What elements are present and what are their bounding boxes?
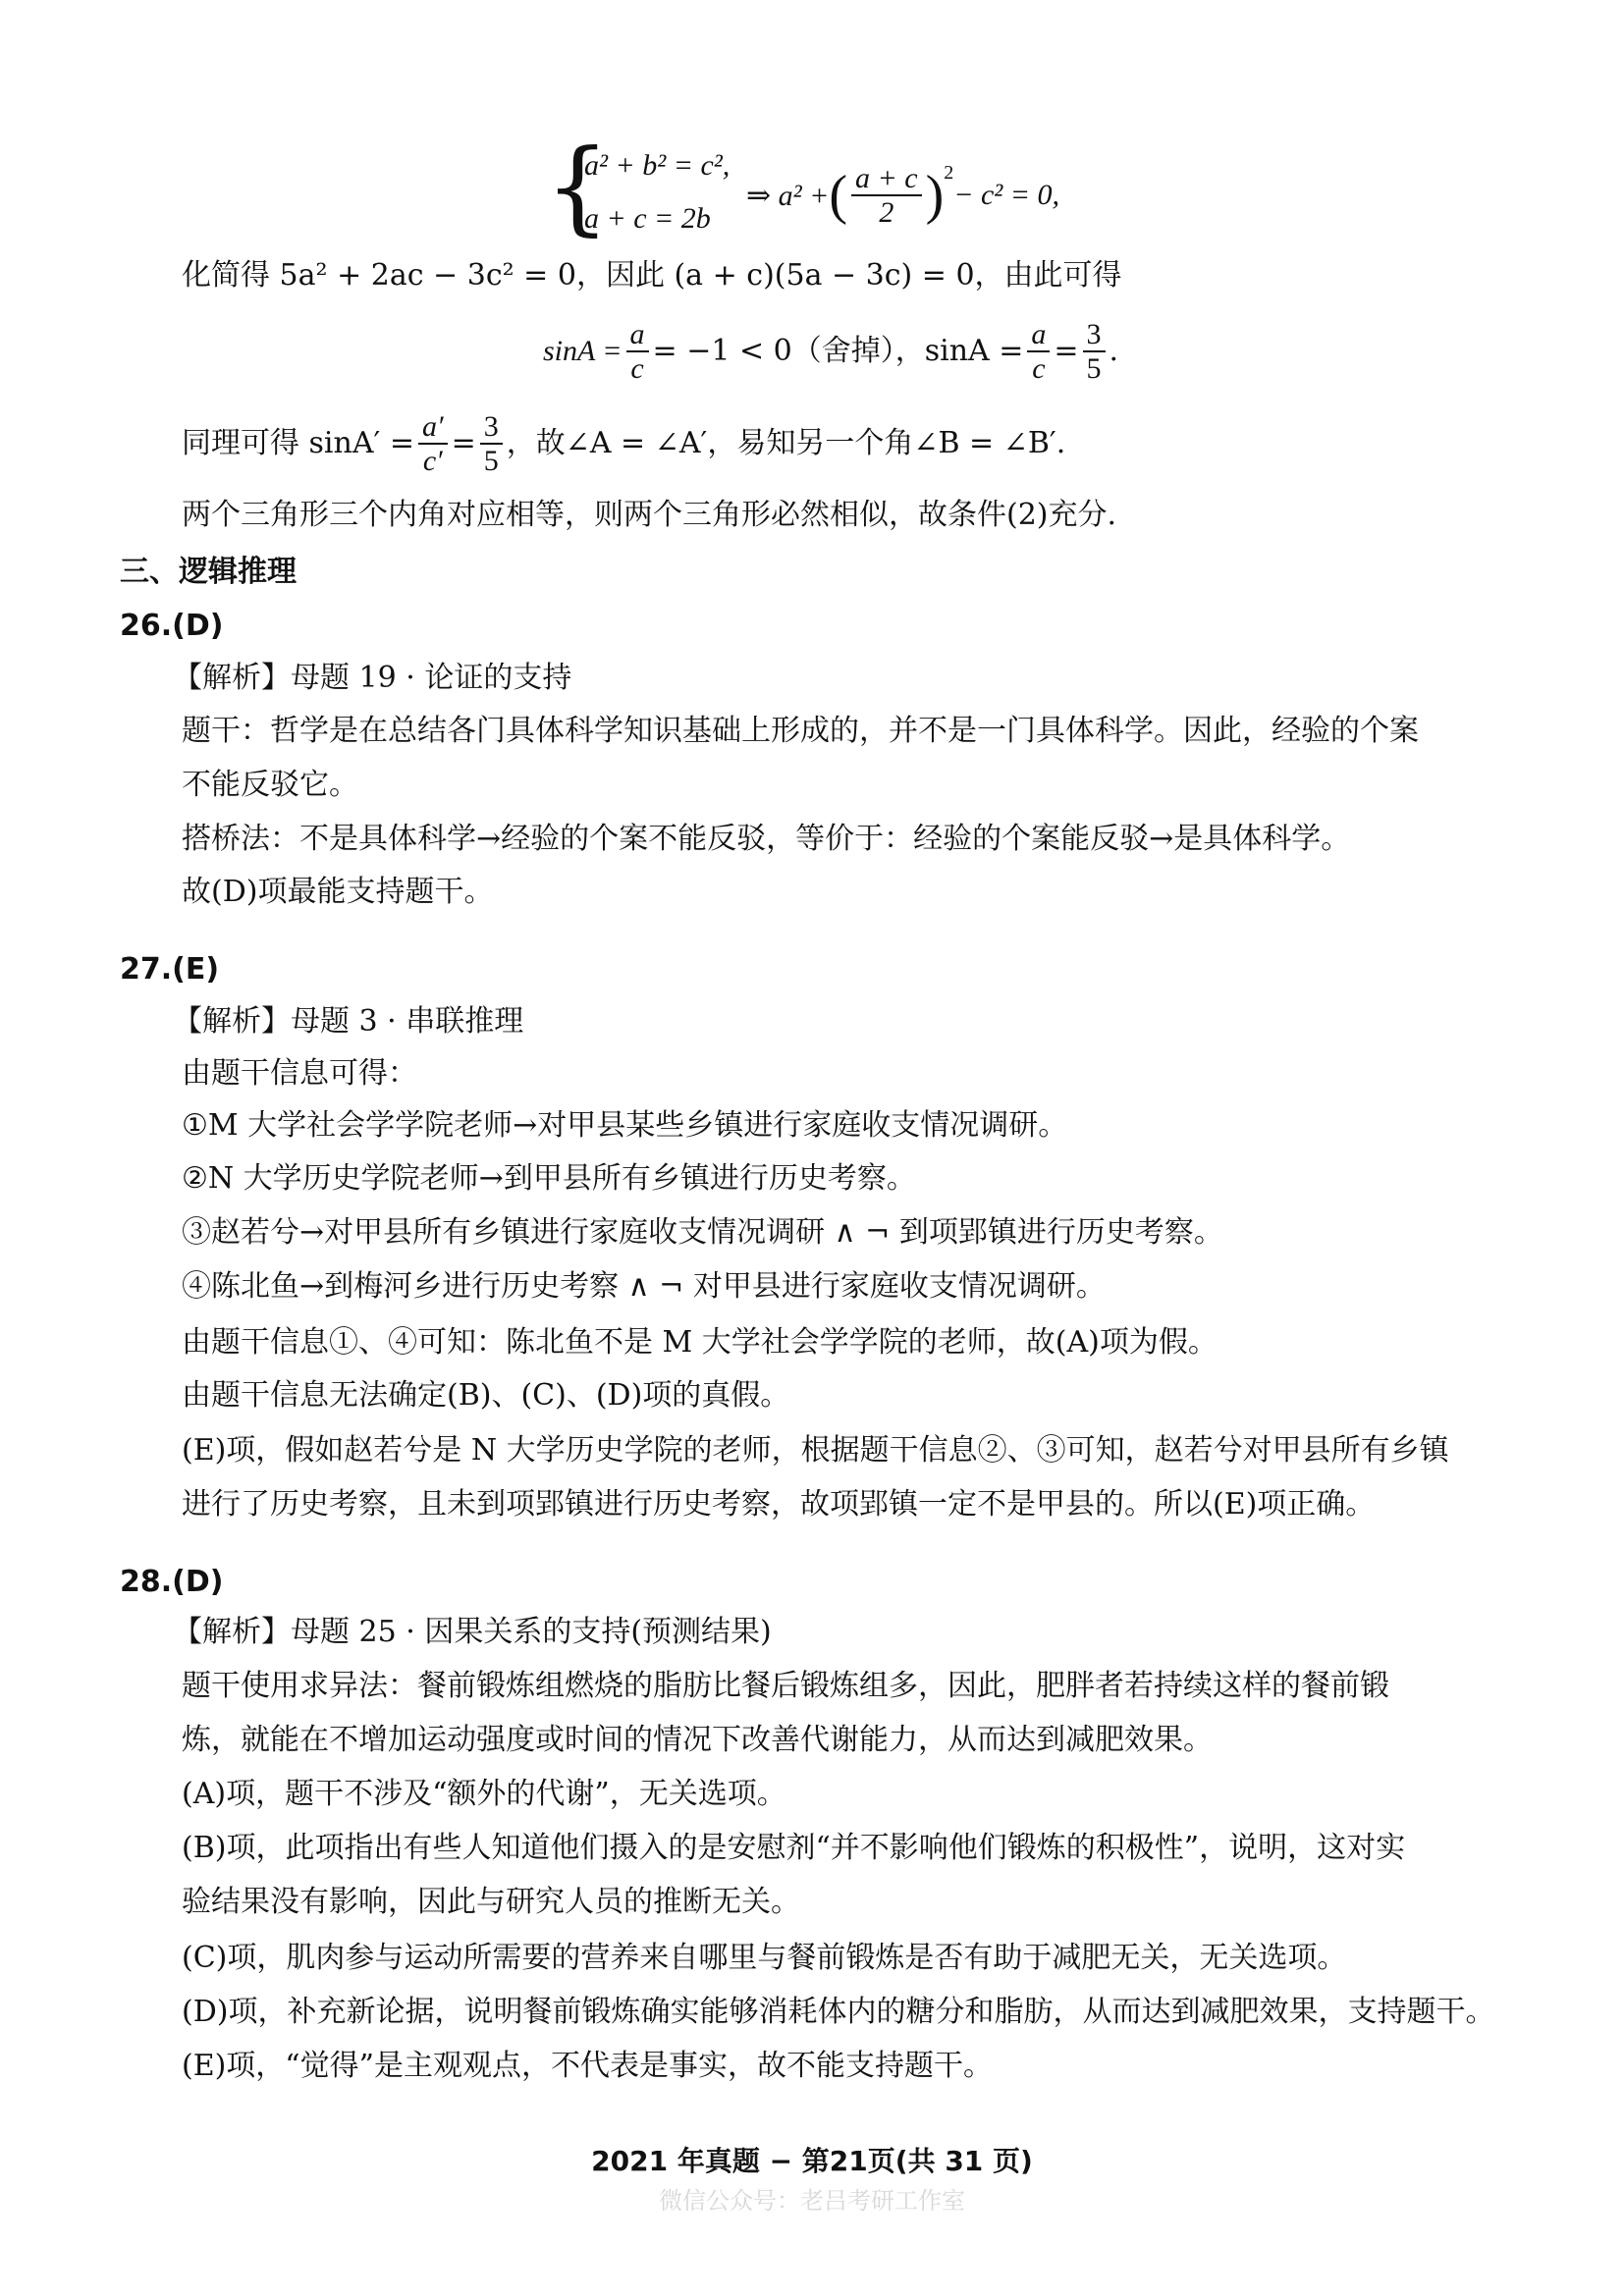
q27-line-1: 由题干信息可得： bbox=[182, 1056, 417, 1091]
q28-line-7: (D)项，补充新论据，说明餐前锻炼确实能够消耗体内的糖分和脂肪，从而达到减肥效果，支持题干。 bbox=[182, 1995, 1495, 2029]
q27-line-6: 由题干信息①、④可知：陈北鱼不是 M 大学社会学学院的老师，故(A)项为假。 bbox=[182, 1325, 1218, 1360]
similar-angle-line: 同理可得 sinA′ = $\frac{a'}{c'}$ = $\frac{3}{5}$ ，故∠A = ∠A′，易知另一个角∠B = ∠B′. bbox=[182, 410, 1066, 477]
q26-line-3: 搭桥法：不是具体科学→经验的个案不能反驳，等价于：经验的个案能反驳→是具体科学。 bbox=[182, 822, 1351, 856]
watermark: 微信公众号：老吕考研工作室 bbox=[659, 2187, 965, 2215]
left-brace: { bbox=[545, 127, 611, 246]
page-footer: 2021 年真题 − 第21页(共 31 页) bbox=[591, 2145, 1033, 2177]
fraction-numerator: a + c bbox=[851, 162, 922, 196]
q26-line-4: 故(D)项最能支持题干。 bbox=[182, 875, 494, 909]
fraction-3-over-5: $\frac{3}{5}$ bbox=[1083, 318, 1106, 385]
q28-line-1: 题干使用求异法：餐前锻炼组燃烧的脂肪比餐后锻炼组多，因此，肥胖者若持续这样的餐前锻 bbox=[182, 1669, 1389, 1703]
conclusion-line: 两个三角形三个内角对应相等，则两个三角形必然相似，故条件(2)充分. bbox=[182, 498, 1117, 532]
q27-jiexi: 【解析】母题 3 · 串联推理 bbox=[173, 1004, 524, 1039]
q28-jiexi: 【解析】母题 25 · 因果关系的支持(预测结果) bbox=[173, 1615, 772, 1649]
q28-line-5: 验结果没有影响，因此与研究人员的推断无关。 bbox=[182, 1885, 800, 1919]
fraction-a-over-c-2: $\frac{a}{c}$ bbox=[1027, 318, 1050, 385]
q26-head: 26.(D) bbox=[120, 609, 224, 643]
q26-line-1: 题干：哲学是在总结各门具体科学知识基础上形成的，并不是一门具体科学。因此，经验的个案 bbox=[182, 714, 1419, 748]
q27-line-4: ③赵若兮→对甲县所有乡镇进行家庭收支情况调研 ∧ ¬ 到项郢镇进行历史考察。 bbox=[182, 1215, 1223, 1250]
q26-line-2: 不能反驳它。 bbox=[182, 768, 358, 802]
fraction-3-over-5-b: $\frac{3}{5}$ bbox=[480, 410, 503, 477]
section-title: 三、逻辑推理 bbox=[120, 555, 297, 589]
fraction-a-plus-c-over-2 bbox=[851, 162, 922, 229]
sin-a-label: sinA = bbox=[543, 335, 623, 367]
q27-head: 27.(E) bbox=[120, 952, 220, 987]
simplify-line: 化简得 5a² + 2ac − 3c² = 0，因此 (a + c)(5a − 3c) = 0，由此可得 bbox=[182, 258, 1122, 293]
q28-line-4: (B)项，此项指出有些人知道他们摄入的是安慰剂“并不影响他们锻炼的积极性”，说明，这对实 bbox=[182, 1831, 1406, 1865]
q26-jiexi: 【解析】母题 19 · 论证的支持 bbox=[173, 661, 572, 695]
fraction-denominator: 2 bbox=[879, 196, 894, 229]
q28-line-3: (A)项，题干不涉及“额外的代谢”，无关选项。 bbox=[182, 1777, 786, 1811]
system-equation-2: a + c = 2b bbox=[584, 202, 711, 235]
fraction-a-prime-over-c-prime: $\frac{a'}{c'}$ bbox=[418, 410, 448, 477]
q28-head: 28.(D) bbox=[120, 1565, 224, 1599]
q27-line-9: 进行了历史考察，且未到项郢镇进行历史考察，故项郢镇一定不是甲县的。所以(E)项正确。 bbox=[182, 1487, 1376, 1522]
q27-line-3: ②N 大学历史学院老师→到甲县所有乡镇进行历史考察。 bbox=[182, 1161, 916, 1196]
system-equation-1: a² + b² = c², bbox=[584, 149, 731, 182]
exponent-2: 2 bbox=[944, 162, 954, 184]
implication-rhs: − c² = 0, bbox=[953, 179, 1060, 211]
q27-line-8: (E)项，假如赵若兮是 N 大学历史学院的老师，根据题干信息②、③可知，赵若兮对甲县所有乡镇 bbox=[182, 1433, 1449, 1468]
sin-a-reject-text: = −1 < 0（舍掉），sinA = bbox=[652, 334, 1024, 368]
paren-close: ) bbox=[925, 165, 945, 226]
sin-a-line: sinA = $\frac{a}{c}$ = −1 < 0（舍掉），sinA = $\frac{a}{c}$ = $\frac{3}{5}$ . bbox=[543, 318, 1119, 385]
q27-line-7: 由题干信息无法确定(B)、(C)、(D)项的真假。 bbox=[182, 1378, 790, 1413]
q28-line-8: (E)项，“觉得”是主观观点，不代表是事实，故不能支持题干。 bbox=[182, 2049, 993, 2083]
q27-line-5: ④陈北鱼→到梅河乡进行历史考察 ∧ ¬ 对甲县进行家庭收支情况调研。 bbox=[182, 1269, 1106, 1304]
q28-line-2: 炼，就能在不增加运动强度或时间的情况下改善代谢能力，从而达到减肥效果。 bbox=[182, 1723, 1213, 1757]
q27-line-2: ①M 大学社会学学院老师→对甲县某些乡镇进行家庭收支情况调研。 bbox=[182, 1108, 1068, 1143]
paren-open: ( bbox=[829, 165, 848, 226]
implication-expression bbox=[746, 162, 1059, 229]
implication-lhs: ⇒ a² + bbox=[746, 179, 830, 212]
q28-line-6: (C)项，肌肉参与运动所需要的营养来自哪里与餐前锻炼是否有助于减肥无关，无关选项。 bbox=[182, 1941, 1347, 1975]
fraction-a-over-c-1: $\frac{a}{c}$ bbox=[626, 318, 649, 385]
